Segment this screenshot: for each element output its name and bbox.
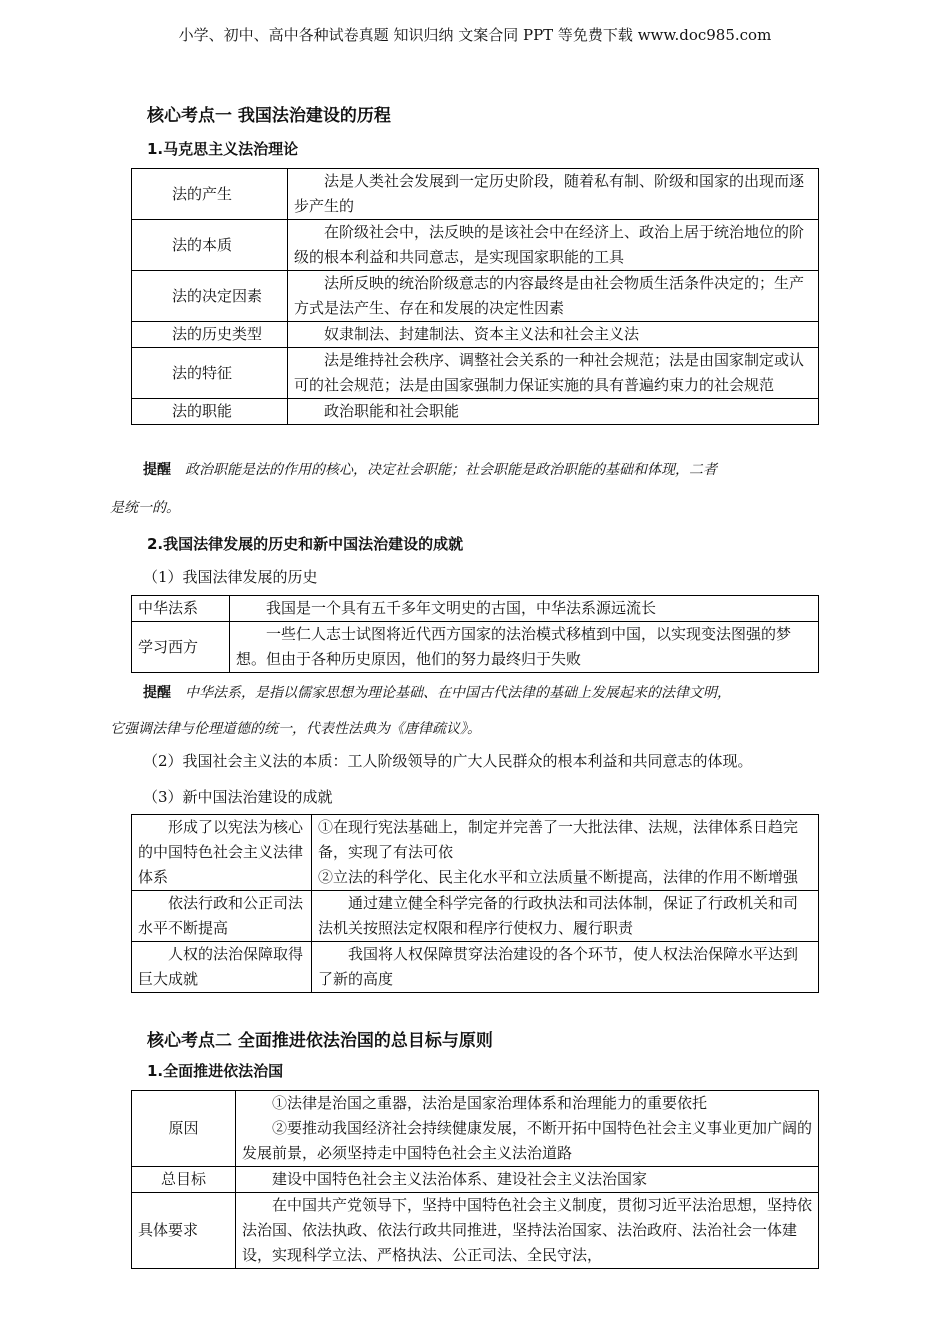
page-header: 小学、初中、高中各种试卷真题 知识归纳 文案合同 PPT 等免费下载 www.doc985.com: [178, 26, 772, 44]
table-row: [132, 348, 819, 399]
subheading-history: 2.我国法律发展的历史和新中国法治建设的成就: [147, 535, 464, 553]
row-key: 中华法系: [132, 596, 230, 622]
subheading-achievements: （3）新中国法治建设的成就: [143, 788, 333, 806]
reminder-text: 中华法系，是指以儒家思想为理论基础、在中国古代法律的基础上发展起来的法律文明，: [185, 685, 731, 701]
table-row: [132, 271, 819, 322]
row-value-line: ①在现行宪法基础上，制定并完善了一大批法律、法规，法律体系日趋完备，实现了有法可依: [318, 818, 799, 861]
row-key: 人权的法治保障取得巨大成就: [132, 942, 312, 993]
table-row: [132, 220, 819, 271]
row-key: 原因: [132, 1091, 236, 1167]
row-key: 法的产生: [132, 169, 288, 220]
row-value: 在阶级社会中，法反映的是该社会中在经济上、政治上居于统治地位的阶级的根本利益和共同意志，是实现国家职能的工具: [288, 220, 819, 271]
reminder-note-1-cont: 是统一的。: [110, 500, 180, 516]
reminder-note-1: [143, 459, 717, 479]
row-key: 法的本质: [132, 220, 288, 271]
row-value: 法所反映的统治阶级意志的内容最终是由社会物质生活条件决定的；生产方式是法产生、存在和发展的决定性因素: [288, 271, 819, 322]
table-row: [132, 1091, 819, 1167]
row-value: 政治职能和社会职能: [288, 399, 819, 425]
table-row: [132, 815, 819, 891]
row-value: [312, 815, 819, 891]
row-key: 依法行政和公正司法水平不断提高: [132, 891, 312, 942]
table-row: [132, 622, 819, 673]
table-row: [132, 891, 819, 942]
reminder-note-2-cont: 它强调法律与伦理道德的统一，代表性法典为《唐律疏议》。: [110, 721, 481, 737]
row-value: 法是维持社会秩序、调整社会关系的一种社会规范；法是由国家制定或认可的社会规范；法是由国家强制力保证实施的具有普遍约束力的社会规范: [288, 348, 819, 399]
law-theory-table: [131, 168, 819, 425]
subheading-rule-of-law: 1.全面推进依法治国: [147, 1062, 284, 1080]
subheading-history-1: （1）我国法律发展的历史: [143, 568, 318, 586]
subheading-marxist-theory: 1.马克思主义法治理论: [147, 140, 299, 158]
table-row: [132, 399, 819, 425]
row-value: 通过建立健全科学完备的行政执法和司法体制，保证了行政机关和司法机关按照法定权限和程序行使权力、履行职责: [312, 891, 819, 942]
socialist-law-essence: （2）我国社会主义法的本质：工人阶级领导的广大人民群众的根本利益和共同意志的体现。: [143, 752, 753, 770]
row-value: 建设中国特色社会主义法治体系、建设社会主义法治国家: [236, 1167, 819, 1193]
row-key: 形成了以宪法为核心的中国特色社会主义法律体系: [132, 815, 312, 891]
reminder-text: 政治职能是法的作用的核心，决定社会职能；社会职能是政治职能的基础和体现，二者: [185, 462, 717, 478]
table-row: [132, 596, 819, 622]
row-value: 奴隶制法、封建制法、资本主义法和社会主义法: [288, 322, 819, 348]
row-value: 我国是一个具有五千多年文明史的古国，中华法系源远流长: [230, 596, 819, 622]
row-key: 学习西方: [132, 622, 230, 673]
row-key: 法的职能: [132, 399, 288, 425]
row-key: 法的历史类型: [132, 322, 288, 348]
row-value-line: ①法律是治国之重器，法治是国家治理体系和治理能力的重要依托: [272, 1094, 708, 1112]
row-value: 法是人类社会发展到一定历史阶段，随着私有制、阶级和国家的出现而逐步产生的: [288, 169, 819, 220]
table-row: [132, 322, 819, 348]
table-row: [132, 1193, 819, 1269]
row-key: 总目标: [132, 1167, 236, 1193]
law-history-table: [131, 595, 819, 673]
row-value: 一些仁人志士试图将近代西方国家的法治模式移植到中国，以实现变法图强的梦想。但由于各种历史原因，他们的努力最终归于失败: [230, 622, 819, 673]
section-title-1: 核心考点一 我国法治建设的历程: [147, 106, 391, 126]
table-row: [132, 169, 819, 220]
row-key: 具体要求: [132, 1193, 236, 1269]
row-value-line: ②要推动我国经济社会持续健康发展，不断开拓中国特色社会主义事业更加广阔的发展前景，必须坚持走中国特色社会主义法治道路: [242, 1119, 813, 1162]
reminder-label: 提醒: [143, 685, 171, 701]
rule-of-law-table: [131, 1090, 819, 1269]
reminder-note-2: [143, 682, 731, 702]
table-row: [132, 1167, 819, 1193]
row-value-line: ②立法的科学化、民主化水平和立法质量不断提高，法律的作用不断增强: [318, 868, 799, 886]
row-value: 在中国共产党领导下，坚持中国特色社会主义制度，贯彻习近平法治思想，坚持依法治国、依法执政、依法行政共同推进，坚持法治国家、法治政府、法治社会一体建设，实现科学立法、严格执法、公正司法、全民守法，: [236, 1193, 819, 1269]
achievements-table: [131, 814, 819, 993]
row-value: 我国将人权保障贯穿法治建设的各个环节，使人权法治保障水平达到了新的高度: [312, 942, 819, 993]
table-row: [132, 942, 819, 993]
row-value: [236, 1091, 819, 1167]
row-key: 法的特征: [132, 348, 288, 399]
reminder-label: 提醒: [143, 462, 171, 478]
row-key: 法的决定因素: [132, 271, 288, 322]
section-title-2: 核心考点二 全面推进依法治国的总目标与原则: [147, 1031, 493, 1051]
